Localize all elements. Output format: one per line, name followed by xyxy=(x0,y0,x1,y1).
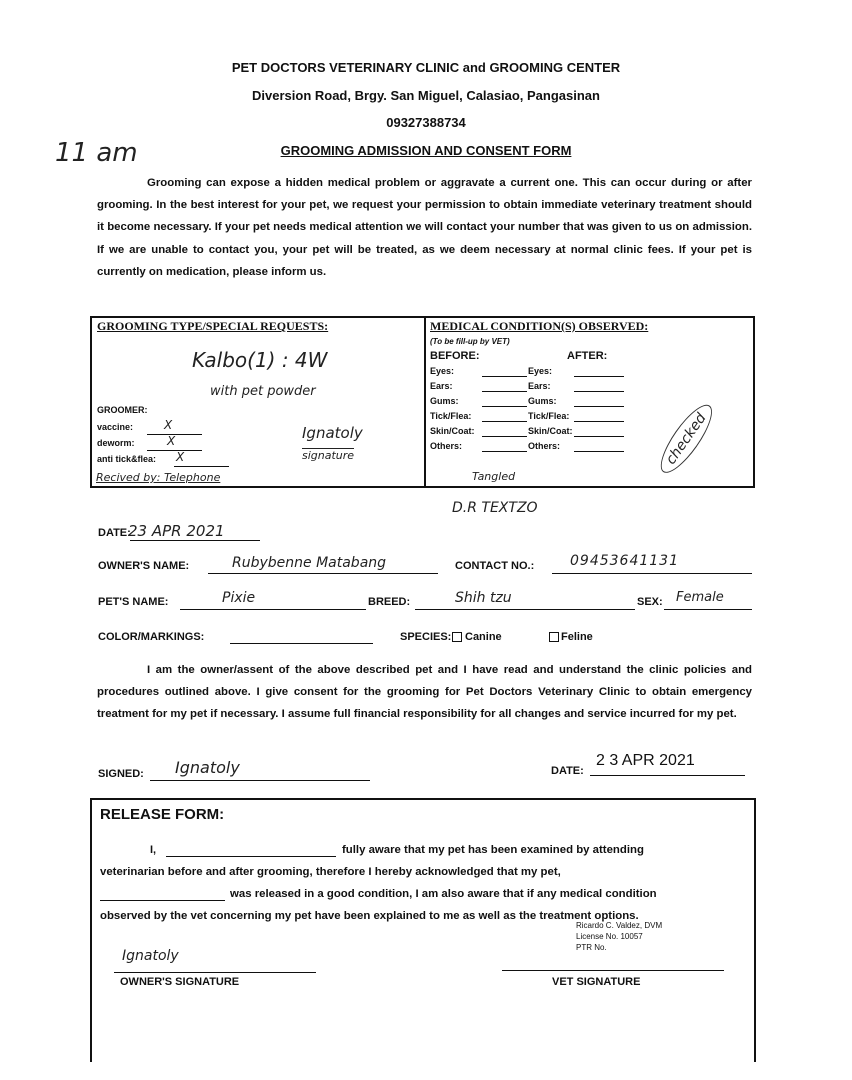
canine-checkbox[interactable] xyxy=(452,632,462,642)
grooming-request-line1: Kalbo(1) : 4W xyxy=(192,348,328,372)
medical-after-label: Others: xyxy=(528,441,561,451)
grooming-request-line2: with pet powder xyxy=(210,384,316,399)
medical-before-label: Skin/Coat: xyxy=(430,426,475,436)
canine-label: Canine xyxy=(465,631,502,643)
owner-signature-label: OWNER'S SIGNATURE xyxy=(120,976,240,988)
medical-before-label: Others: xyxy=(430,441,463,451)
release-text-3: was released in a good condition, I am also aware that if any medical condition xyxy=(230,888,657,900)
sex-value: Female xyxy=(676,590,724,605)
date-value: 23 APR 2021 xyxy=(128,522,225,540)
release-i-label: I, xyxy=(150,844,157,856)
form-title: GROOMING ADMISSION AND CONSENT FORM xyxy=(280,143,572,158)
vet-stamp xyxy=(576,920,662,953)
release-form-box xyxy=(90,798,756,1062)
release-text-4: observed by the vet concerning my pet have been explained to me as well as the treatment options. xyxy=(100,910,639,922)
clinic-name: PET DOCTORS VETERINARY CLINIC and GROOMING CENTER xyxy=(231,60,621,75)
feline-label: Feline xyxy=(561,631,593,643)
medical-after-label: Skin/Coat: xyxy=(528,426,573,436)
medical-after-label: Ears: xyxy=(528,381,551,391)
after-label: AFTER: xyxy=(567,350,608,362)
medical-before-label: Gums: xyxy=(430,396,459,406)
sex-label: SEX: xyxy=(637,596,663,608)
vaccine-value: X xyxy=(164,418,173,432)
date-label: DATE: xyxy=(98,527,131,539)
medical-after-label: Gums: xyxy=(528,396,557,406)
signature-label: signature xyxy=(302,449,355,462)
pet-name-label: PET'S NAME: xyxy=(98,596,169,608)
release-text-1: fully aware that my pet has been examined by attending xyxy=(342,844,644,856)
breed-value: Shih tzu xyxy=(455,590,512,606)
owner-name-label: OWNER'S NAME: xyxy=(98,560,190,572)
medical-box xyxy=(424,316,755,488)
antitick-value: X xyxy=(176,450,185,464)
grooming-box xyxy=(90,316,426,488)
handwritten-others: Tangled xyxy=(472,470,516,483)
pet-name-value: Pixie xyxy=(222,590,256,606)
breed-label: BREED: xyxy=(368,596,411,608)
medical-after-label: Tick/Flea: xyxy=(528,411,570,421)
species-label: SPECIES: xyxy=(400,631,452,643)
checked-stamp: checked xyxy=(653,399,720,480)
medical-note: (To be fill-up by VET) xyxy=(430,337,510,346)
received-by: Recived by: Telephone xyxy=(96,471,221,484)
contact-value: 09453641131 xyxy=(570,553,679,569)
consent-paragraph: I am the owner/assent of the above described pet and I have read and understand the clinic policies and procedures outlined above. I give consent for the grooming for Pet Doctors Veterinary Clinic to obtain emergency treatment for my pet if necessary. I assume full financial responsibility for all changes and service incurred for my pet. xyxy=(97,664,752,721)
feline-checkbox[interactable] xyxy=(549,632,559,642)
vet-stamp-name: Ricardo C. Valdez, DVM xyxy=(576,921,663,930)
handwritten-time: 11 am xyxy=(55,138,138,168)
vet-stamp-license: License No. 10057 xyxy=(576,932,643,941)
grooming-box-title: GROOMING TYPE/SPECIAL REQUESTS: xyxy=(97,319,329,333)
release-text-2: veterinarian before and after grooming, therefore I hereby acknowledged that my pet, xyxy=(100,866,561,878)
vet-signature-label: VET SIGNATURE xyxy=(552,976,641,988)
medical-box-title: MEDICAL CONDITION(S) OBSERVED: xyxy=(430,319,649,333)
groomer-signature: Ignatoly xyxy=(302,424,363,442)
vet-initials: D.R TEXTZO xyxy=(452,500,538,516)
intro-paragraph: Grooming can expose a hidden medical problem or aggravate a current one. This can occur during or after grooming. In the best interest for your pet, we request your permission to obtain immediate veterinary treatment should it become necessary. If your pet needs medical attention we will contact your number that was given to us on admission. If we are unable to contact you, your pet will be treated, as we deem necessary at normal clinic fees. If your pet is currently on medication, please inform us. xyxy=(97,177,752,278)
signed-label: SIGNED: xyxy=(98,768,144,780)
before-label: BEFORE: xyxy=(430,350,480,362)
clinic-phone: 09327388734 xyxy=(386,115,466,130)
contact-label: CONTACT NO.: xyxy=(455,560,535,572)
antitick-label: anti tick&flea: xyxy=(97,454,157,464)
owner-name-value: Rubybenne Matabang xyxy=(232,555,387,571)
medical-before-label: Eyes: xyxy=(430,366,455,376)
deworm-label: deworm: xyxy=(97,438,135,448)
medical-after-label: Eyes: xyxy=(528,366,553,376)
medical-before-label: Tick/Flea: xyxy=(430,411,472,421)
vet-stamp-ptr: PTR No. xyxy=(576,943,607,952)
vaccine-label: vaccine: xyxy=(97,422,134,432)
release-form-title: RELEASE FORM: xyxy=(100,806,225,823)
owner-signature-value: Ignatoly xyxy=(122,948,179,964)
clinic-address: Diversion Road, Brgy. San Miguel, Calasiao, Pangasinan xyxy=(252,88,600,103)
groomer-label: GROOMER: xyxy=(97,405,148,415)
signed-value: Ignatoly xyxy=(175,758,240,777)
signed-date-value: 2 3 APR 2021 xyxy=(596,752,695,769)
signed-date-label: DATE: xyxy=(551,765,584,777)
medical-before-label: Ears: xyxy=(430,381,453,391)
deworm-value: X xyxy=(167,434,176,448)
color-markings-label: COLOR/MARKINGS: xyxy=(98,631,205,643)
